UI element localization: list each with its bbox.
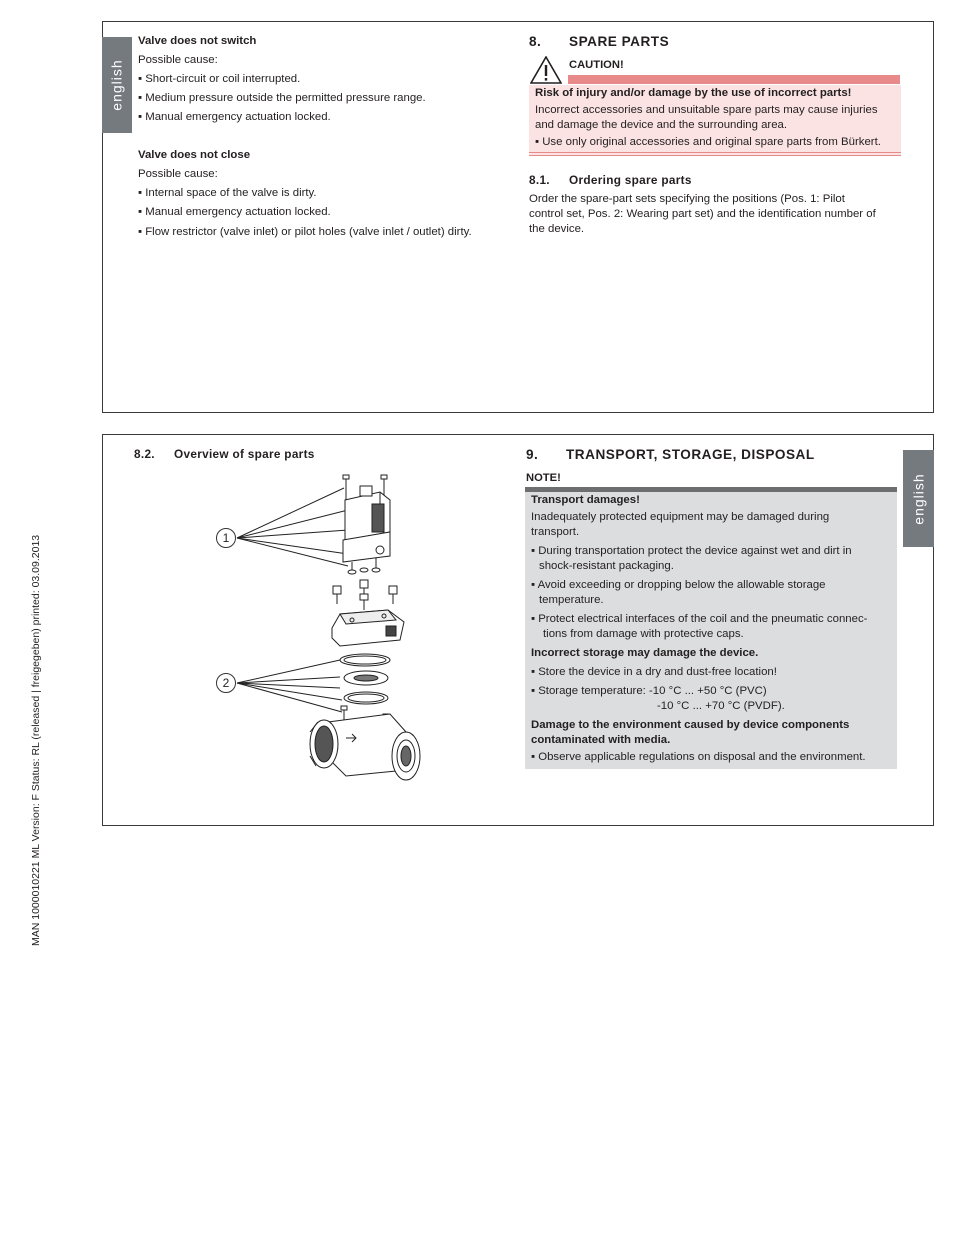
storage-bullet: ▪ Store the device in a dry and dust-free location! [531,666,777,678]
language-tab-top: english [102,37,132,133]
section-8-2-title: Overview of spare parts [174,447,315,461]
ordering-text-line: Order the spare-part sets specifying the positions (Pos. 1: Pilot [529,193,845,205]
environment-title: contaminated with media. [531,734,671,746]
transport-bullet: ▪ Avoid exceeding or dropping below the allowable storage [531,579,826,591]
no-close-cause-label: Possible cause: [138,168,218,180]
section-9-title: TRANSPORT, STORAGE, DISPOSAL [566,447,815,462]
no-close-item: ▪ Flow restrictor (valve inlet) or pilot holes (valve inlet / outlet) dirty. [138,226,472,238]
callout-2: 2 [216,673,236,693]
transport-damage-title: Transport damages! [531,494,640,506]
no-close-item: ▪ Internal space of the valve is dirty. [138,187,317,199]
transport-bullet-cont: temperature. [539,594,604,606]
no-switch-item: ▪ Short-circuit or coil interrupted. [138,73,301,85]
transport-bullet: ▪ Protect electrical interfaces of the coil and the pneumatic connec- [531,613,868,625]
caution-bullet: ▪ Use only original accessories and original spare parts from Bürkert. [535,136,881,148]
transport-bullet-cont: shock-resistant packaging. [539,560,674,572]
caution-bar [568,75,900,84]
warning-triangle-icon [530,56,562,84]
document-status-line: MAN 1000010221 ML Version: F Status: RL (released | freigegeben) printed: 03.09.2013 [30,534,42,946]
caution-headline: Risk of injury and/or damage by the use of incorrect parts! [535,87,852,99]
environment-bullet: ▪ Observe applicable regulations on disposal and the environment. [531,751,866,763]
no-switch-title: Valve does not switch [138,35,257,47]
caution-label: CAUTION! [569,59,624,71]
ordering-text-line: control set, Pos. 2: Wearing part set) and the identification number of [529,208,876,220]
no-switch-item: ▪ Manual emergency actuation locked. [138,111,331,123]
caution-text-line: and damage the device and the surrounding area. [535,119,788,131]
section-8-title: SPARE PARTS [569,34,670,49]
transport-bullet-cont: tions from damage with protective caps. [543,628,744,640]
section-8-1-number: 8.1. [529,173,550,187]
ordering-text-line: the device. [529,223,585,235]
callout-1: 1 [216,528,236,548]
storage-temperature: ▪ Storage temperature: -10 °C ... +50 °C (PVC) [531,685,767,697]
section-9-number: 9. [526,447,539,462]
section-8-2-number: 8.2. [134,447,155,461]
language-tab-bottom: english [903,450,934,547]
note-label: NOTE! [526,472,561,484]
spare-parts-exploded-drawing [200,470,440,790]
transport-damage-line: transport. [531,526,580,538]
no-close-item: ▪ Manual emergency actuation locked. [138,206,331,218]
no-switch-item: ▪ Medium pressure outside the permitted pressure range. [138,92,426,104]
no-close-title: Valve does not close [138,149,251,161]
transport-bullet: ▪ During transportation protect the device against wet and dirt in [531,545,852,557]
storage-title: Incorrect storage may damage the device. [531,647,759,659]
section-8-heading [529,34,541,49]
environment-title: Damage to the environment caused by device components [531,719,850,731]
transport-damage-line: Inadequately protected equipment may be damaged during [531,511,830,523]
section-8-number: 8. [529,34,542,49]
section-8-1-title: Ordering spare parts [569,173,692,187]
caution-text-line: Incorrect accessories and unsuitable spare parts may cause injuries [535,104,878,116]
storage-temperature-pvdf: -10 °C ... +70 °C (PVDF). [657,700,785,712]
no-switch-cause-label: Possible cause: [138,54,218,66]
